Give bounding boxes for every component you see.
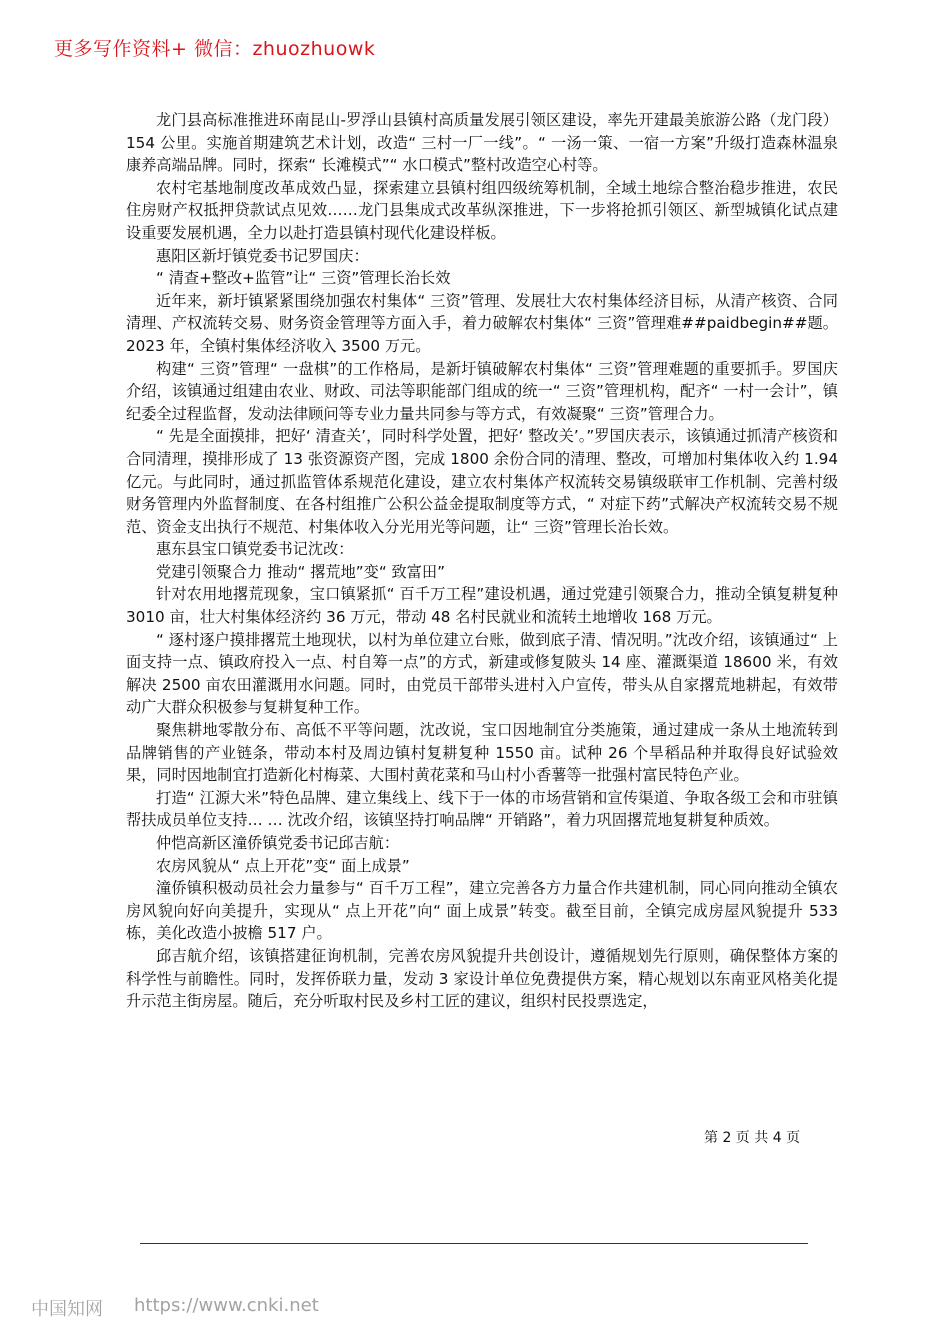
- paragraph: 邱吉航介绍，该镇搭建征询机制，完善农房风貌提升共创设计，遵循规划先行原则，确保整体方案的科学性与前瞻性。同时，发挥侨联力量，发动 3 家设计单位免费提供方案，精心规划以东南亚风格美化提升示范主街房屋。随后，充分听取村民及乡村工匠的建议，组织村民投票选定，: [126, 946, 838, 1011]
- paragraph: “ 清查+整改+监管”让“ 三资”管理长治长效: [156, 269, 451, 288]
- promo-header: 更多写作资料+ 微信：zhuozhuowk: [54, 38, 376, 60]
- paragraph: 龙门县高标准推进环南昆山-罗浮山县镇村高质量发展引领区建设，率先开建最美旅游公路（龙门段）154 公里。实施首期建筑艺术计划，改造“ 三村一厂一线”。“ 一汤一策、一宿一方案”升级打造森林温泉康养高端品牌。同时，探索“ 长滩模式”“ 水口模式”整村改造空心村等。: [126, 111, 838, 175]
- paragraph: 惠东县宝口镇党委书记沈改：: [156, 540, 354, 559]
- paragraph: 近年来，新圩镇紧紧围绕加强农村集体“ 三资”管理、发展壮大农村集体经济目标，从清产核资、合同清理、产权流转交易、财务资金管理等方面入手，着力破解农村集体“ 三资”管理难##paidbegin##题。2023 年，全镇村集体经济收入 3500 万元。: [126, 291, 838, 355]
- cnki-watermark-brand: 中国知网: [31, 1299, 103, 1320]
- paragraph: 农村宅基地制度改革成效凸显，探索建立县镇村组四级统筹机制，全域土地综合整治稳步推进，农民住房财产权抵押贷款试点见效……龙门县集成式改革纵深推进，下一步将抢抓引领区、新型城镇化试点建设重要发展机遇，全力以赴打造县镇村现代化建设样板。: [126, 178, 838, 242]
- cnki-watermark-url: https://www.cnki.net: [134, 1295, 319, 1316]
- paragraph: 潼侨镇积极动员社会力量参与“ 百千万工程”，建立完善各方力量合作共建机制，同心同向推动全镇农房风貌向好向美提升，实现从“ 点上开花”向“ 面上成景”转变。截至目前，全镇完成房屋风貌提升 533 栋，美化改造小披檐 517 户。: [126, 879, 838, 943]
- page-number: 第 2 页 共 4 页: [704, 1130, 801, 1146]
- paragraph: 党建引领聚合力 推动“ 撂荒地”变“ 致富田”: [156, 562, 445, 581]
- paragraph: “ 先是全面摸排，把好‘ 清查关’，同时科学处置，把好‘ 整改关’。”罗国庆表示，该镇通过抓清产核资和合同清理，摸排形成了 13 张资源资产图，完成 1800 余份合同的清理、整改，可增加村集体收入约 1.94 亿元。与此同时，通过抓监管体系规范化建设，建立农村集体产权流转交易镇级联审工作机制、完善村级财务管理内外监督制度、在各村组推广公积公益金提取制度等方式，“ 对症下药”式解决产权流转交易不规范、资金支出执行不规范、村集体收入分光用光等问题，让“ 三资”管理长治长效。: [126, 427, 838, 536]
- paragraph: 农房风貌从“ 点上开花”变“ 面上成景”: [156, 856, 410, 875]
- paragraph: 构建“ 三资”管理“ 一盘棋”的工作格局，是新圩镇破解农村集体“ 三资”管理难题的重要抓手。罗国庆介绍，该镇通过组建由农业、财政、司法等职能部门组成的统一“ 三资”管理机构，配齐“ 一村一会计”，镇纪委全过程监督，发动法律顾问等专业力量共同参与等方式，有效凝聚“ 三资”管理合力。: [126, 359, 838, 423]
- paragraph: 打造“ 江源大米”特色品牌、建立集线上、线下于一体的市场营销和宣传渠道、争取各级工会和市驻镇帮扶成员单位支持… … 沈改介绍，该镇坚持打响品牌“ 开销路”，着力巩固撂荒地复耕复种质效。: [126, 788, 838, 830]
- footer-divider: [140, 1243, 808, 1244]
- paragraph: 针对农用地撂荒现象，宝口镇紧抓“ 百千万工程”建设机遇，通过党建引领聚合力，推动全镇复耕复种 3010 亩，壮大村集体经济约 36 万元，带动 48 名村民就业和流转土地增收 168 万元。: [126, 585, 838, 627]
- paragraph: “ 逐村逐户摸排撂荒土地现状，以村为单位建立台账，做到底子清、情况明。”沈改介绍，该镇通过“ 上面支持一点、镇政府投入一点、村自筹一点”的方式，新建或修复陂头 14 座、灌溉渠道 18600 米，有效解决 2500 亩农田灌溉用水问题。同时，由党员干部带头进村入户宣传，带头从自家撂荒地耕起，有效带动广大群众积极参与复耕复种工作。: [126, 630, 838, 717]
- paragraph: 惠阳区新圩镇党委书记罗国庆：: [156, 246, 369, 265]
- paragraph: 聚焦耕地零散分布、高低不平等问题，沈改说，宝口因地制宜分类施策，通过建成一条从土地流转到品牌销售的产业链条，带动本村及周边镇村复耕复种 1550 亩。试种 26 个旱稻品种并取得良好试验效果，同时因地制宜打造新化村梅菜、大围村黄花菜和马山村小香薯等一批强村富民特色产业。: [126, 721, 838, 785]
- paragraph: 仲恺高新区潼侨镇党委书记邱吉航：: [156, 834, 399, 852]
- article-body: [126, 109, 838, 1013]
